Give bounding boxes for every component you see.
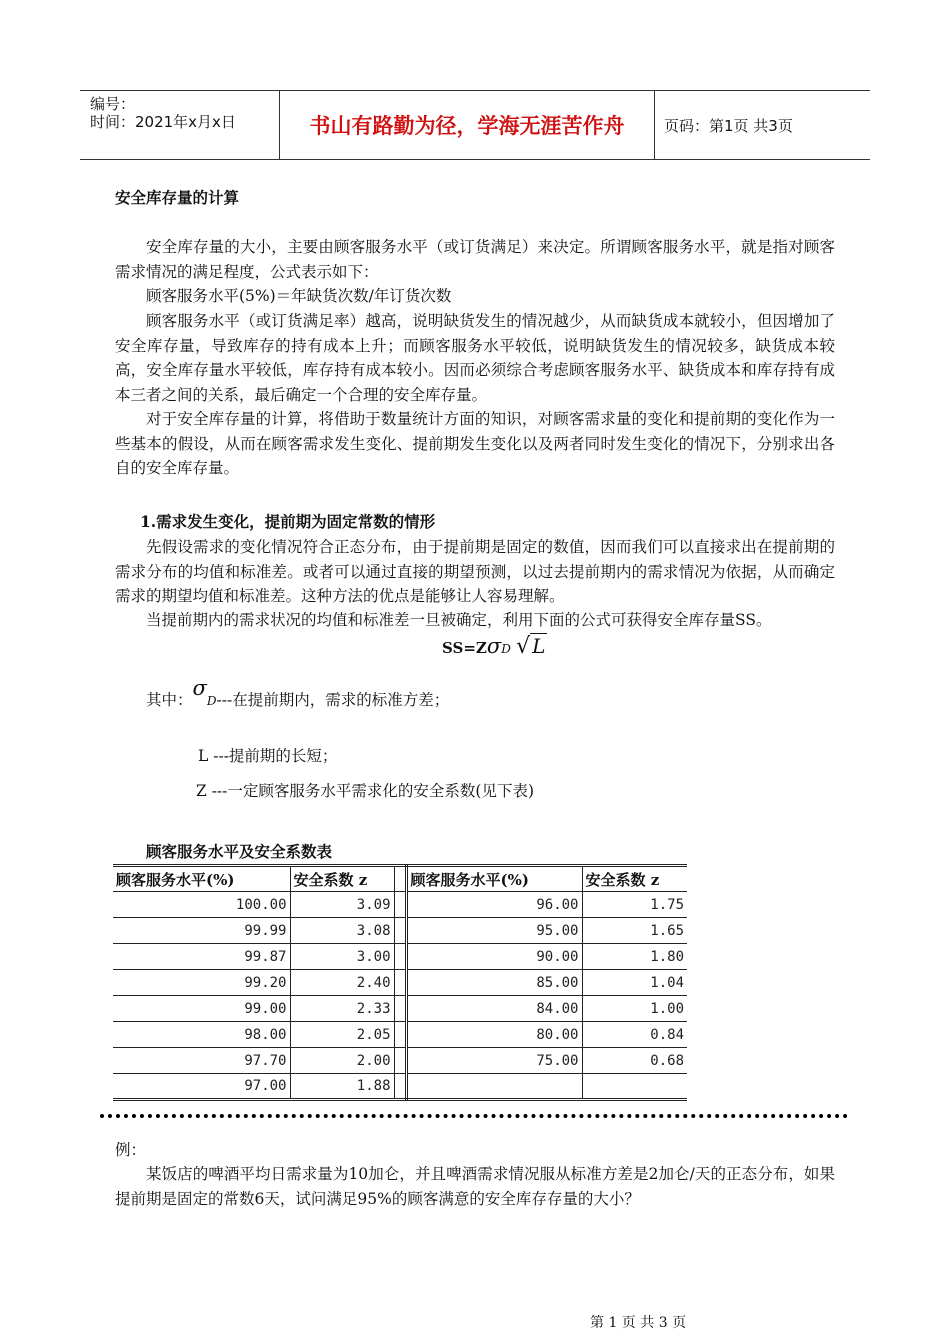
table-gap-cell — [394, 892, 406, 918]
table-cell: 90.00 — [406, 944, 582, 970]
table-cell: 99.00 — [113, 996, 290, 1022]
table-gap-cell — [394, 944, 406, 970]
where-sigma: σ — [192, 676, 207, 700]
table-header-cell: 安全系数 z — [290, 866, 394, 892]
table-cell: 84.00 — [406, 996, 582, 1022]
table-row — [113, 1074, 687, 1100]
table-cell: 99.20 — [113, 970, 290, 996]
formula-L: L — [532, 634, 546, 658]
ss-formula — [442, 634, 547, 659]
formula-sigma: σ — [486, 634, 502, 658]
table-gap-cell — [394, 1048, 406, 1074]
formula-sqrt: √ — [516, 634, 531, 659]
table-cell: 1.65 — [582, 918, 687, 944]
table-cell: 3.09 — [290, 892, 394, 918]
table-cell: 100.00 — [113, 892, 290, 918]
time-label: 时间：2021年x月x日 — [90, 113, 236, 131]
serial-label: 编号： — [90, 95, 136, 113]
table-header-cell: 顾客服务水平(%) — [406, 866, 582, 892]
table-cell: 0.68 — [582, 1048, 687, 1074]
table-header-row — [113, 866, 687, 892]
table-cell: 97.70 — [113, 1048, 290, 1074]
service-level-formula: 顾客服务水平(5%)＝年缺货次数/年订货次数 — [146, 287, 452, 305]
page-footer: 第 1 页 共 3 页 — [590, 1315, 687, 1331]
table-cell: 97.00 — [113, 1074, 290, 1100]
def-Z: Z ---一定顾客服务水平需求化的安全系数(见下表) — [196, 782, 535, 800]
table-cell: 1.88 — [290, 1074, 394, 1100]
case1-heading: 1.需求发生变化，提前期为固定常数的情形 — [140, 512, 436, 531]
table-cell: 1.00 — [582, 996, 687, 1022]
table-row — [113, 892, 687, 918]
table-gap-cell — [394, 918, 406, 944]
table-gap-cell — [394, 996, 406, 1022]
table-cell — [406, 1074, 582, 1100]
table-cell: 80.00 — [406, 1022, 582, 1048]
header-motto: 书山有路勤为径，学海无涯苦作舟 — [280, 91, 655, 159]
example-text: 某饭店的啤酒平均日需求量为10加仑，并且啤酒需求情况服从标准方差是2加仑/天的正态分布，如果提前期是固定的常数6天，试问满足95%的顾客满意的安全库存存量的大小？ — [115, 1165, 835, 1208]
where-sigma-sub: D — [206, 694, 217, 708]
table-cell: 0.84 — [582, 1022, 687, 1048]
table-cell: 3.08 — [290, 918, 394, 944]
table-cell: 98.00 — [113, 1022, 290, 1048]
dotted-separator — [100, 1114, 848, 1118]
table-cell: 2.05 — [290, 1022, 394, 1048]
table-row — [113, 944, 687, 970]
table-cell: 99.87 — [113, 944, 290, 970]
table-header-cell: 安全系数 z — [582, 866, 687, 892]
table-gap-cell — [394, 1074, 406, 1100]
where-prefix: 其中： — [146, 691, 193, 709]
table-cell: 2.33 — [290, 996, 394, 1022]
table-cell: 1.80 — [582, 944, 687, 970]
table-cell: 75.00 — [406, 1048, 582, 1074]
table-cell: 85.00 — [406, 970, 582, 996]
table-row — [113, 1022, 687, 1048]
table-cell: 1.75 — [582, 892, 687, 918]
table-cell — [582, 1074, 687, 1100]
formula-lhs: SS=Z — [442, 639, 487, 657]
table-row — [113, 1048, 687, 1074]
table-cell: 99.99 — [113, 918, 290, 944]
formula-sigma-sub: D — [501, 642, 511, 656]
table-cell: 1.04 — [582, 970, 687, 996]
table-cell: 95.00 — [406, 918, 582, 944]
section-title: 安全库存量的计算 — [115, 188, 240, 207]
table-gap-cell — [394, 970, 406, 996]
intro-paragraph-2: 顾客服务水平（或订货满足率）越高，说明缺货发生的情况越少，从而缺货成本就较小，但因增加了安全库存量，导致库存的持有成本上升；而顾客服务水平较低，说明缺货发生的情况较多，缺货成本较高，安全库存量水平较低，库存持有成本较小。因而必须综合考虑顾客服务水平、缺货成本和库存持有成本三者之间的关系，最后确定一个合理的安全库存量。 — [115, 312, 835, 404]
table-title: 顾客服务水平及安全系数表 — [146, 842, 333, 861]
table-row — [113, 918, 687, 944]
where-sigma-desc: ---在提前期内，需求的标准方差； — [216, 691, 450, 709]
document-header — [80, 90, 870, 160]
table-header-cell: 顾客服务水平(%) — [113, 866, 290, 892]
table-cell: 96.00 — [406, 892, 582, 918]
table-row — [113, 970, 687, 996]
header-meta-cell — [80, 91, 280, 159]
where-sigma-line — [146, 676, 450, 710]
intro-paragraph-3: 对于安全库存量的计算，将借助于数量统计方面的知识，对顾客需求量的变化和提前期的变化作为一些基本的假设，从而在顾客需求发生变化、提前期发生变化以及两者同时发生变化的情况下，分别求出各自的安全库存量。 — [115, 410, 835, 477]
table-cell: 2.40 — [290, 970, 394, 996]
table-gap-cell — [394, 866, 406, 892]
example-label: 例： — [115, 1141, 147, 1159]
safety-factor-table — [113, 864, 687, 1101]
table-row — [113, 996, 687, 1022]
table-gap-cell — [394, 1022, 406, 1048]
table-cell: 3.00 — [290, 944, 394, 970]
case1-paragraph-2: 当提前期内的需求状况的均值和标准差一旦被确定，利用下面的公式可获得安全库存量SS。 — [146, 611, 772, 629]
header-page-info: 页码：第1页 共3页 — [664, 116, 793, 135]
case1-paragraph-1: 先假设需求的变化情况符合正态分布，由于提前期是固定的数值，因而我们可以直接求出在提前期的需求分布的均值和标准差。或者可以通过直接的期望预测，以过去提前期内的需求情况为依据，从而确定需求的期望均值和标准差。这种方法的优点是能够让人容易理解。 — [115, 538, 835, 605]
intro-paragraph-1: 安全库存量的大小，主要由顾客服务水平（或订货满足）来决定。所谓顾客服务水平，就是指对顾客需求情况的满足程度，公式表示如下： — [115, 238, 835, 281]
def-L: L ---提前期的长短； — [198, 747, 338, 765]
table-cell: 2.00 — [290, 1048, 394, 1074]
